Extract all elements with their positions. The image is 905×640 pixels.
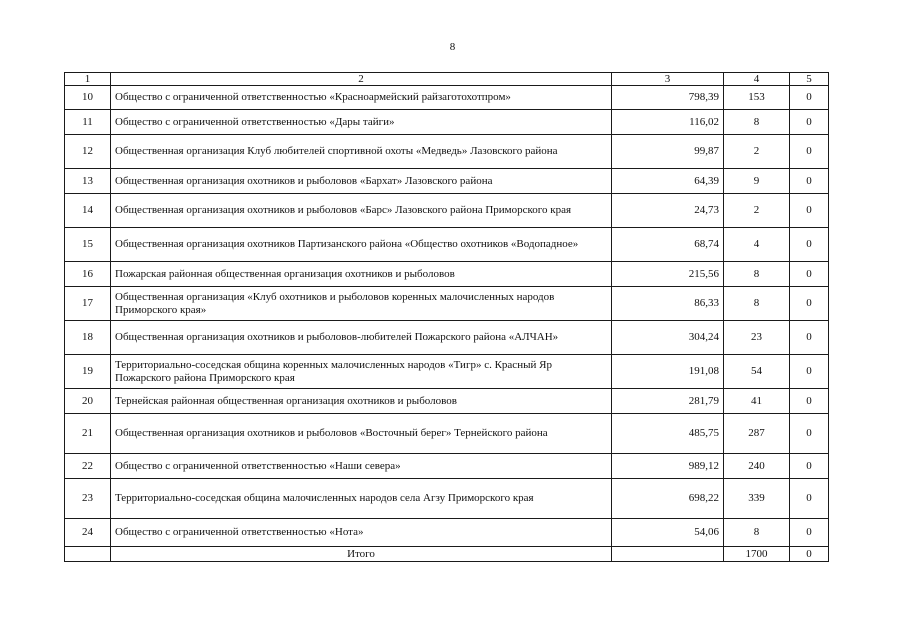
- table-row: [65, 414, 829, 454]
- count-value: 2: [724, 135, 790, 169]
- column-5-value: 0: [790, 389, 829, 414]
- area-value: 304,24: [612, 321, 724, 355]
- column-5-value: 0: [790, 321, 829, 355]
- column-5-value: 0: [790, 86, 829, 110]
- column-number-5: 5: [790, 73, 829, 86]
- table-row: [65, 86, 829, 110]
- row-number: 22: [65, 454, 111, 479]
- row-number: 16: [65, 262, 111, 287]
- row-number: 15: [65, 228, 111, 262]
- row-number: 19: [65, 355, 111, 389]
- total-column-5: 0: [790, 547, 829, 562]
- row-number: 20: [65, 389, 111, 414]
- organization-name: Общественная организация охотников и рыболовов «Барс» Лазовского района Приморского края: [111, 194, 612, 228]
- table-row: [65, 194, 829, 228]
- organization-name: Территориально-соседская община малочисленных народов села Агзу Приморского края: [111, 479, 612, 519]
- table-row: [65, 287, 829, 321]
- table-row: [65, 262, 829, 287]
- area-value: 798,39: [612, 86, 724, 110]
- table-row: [65, 479, 829, 519]
- area-value: 68,74: [612, 228, 724, 262]
- total-empty-cell: [65, 547, 111, 562]
- count-value: 8: [724, 110, 790, 135]
- row-number: 23: [65, 479, 111, 519]
- column-5-value: 0: [790, 519, 829, 547]
- count-value: 287: [724, 414, 790, 454]
- count-value: 23: [724, 321, 790, 355]
- area-value: 989,12: [612, 454, 724, 479]
- row-number: 13: [65, 169, 111, 194]
- organization-name: Общество с ограниченной ответственностью «Красноармейский райзаготохотпром»: [111, 86, 612, 110]
- area-value: 191,08: [612, 355, 724, 389]
- row-number: 14: [65, 194, 111, 228]
- organization-name: Общественная организация охотников и рыболовов «Бархат» Лазовского района: [111, 169, 612, 194]
- row-number: 21: [65, 414, 111, 454]
- table-row: [65, 454, 829, 479]
- area-value: 86,33: [612, 287, 724, 321]
- table-row: [65, 169, 829, 194]
- column-5-value: 0: [790, 135, 829, 169]
- column-number-3: 3: [612, 73, 724, 86]
- area-value: 99,87: [612, 135, 724, 169]
- total-label: Итого: [111, 547, 612, 562]
- row-number: 24: [65, 519, 111, 547]
- organization-name: Общественная организация охотников Партизанского района «Общество охотников «Водопадное»: [111, 228, 612, 262]
- count-value: 8: [724, 287, 790, 321]
- organization-name: Общество с ограниченной ответственностью «Дары тайги»: [111, 110, 612, 135]
- count-value: 153: [724, 86, 790, 110]
- area-value: 485,75: [612, 414, 724, 454]
- organization-name: Тернейская районная общественная организация охотников и рыболовов: [111, 389, 612, 414]
- organization-name: Общество с ограниченной ответственностью «Наши севера»: [111, 454, 612, 479]
- column-5-value: 0: [790, 262, 829, 287]
- row-number: 17: [65, 287, 111, 321]
- area-value: 116,02: [612, 110, 724, 135]
- count-value: 41: [724, 389, 790, 414]
- column-5-value: 0: [790, 454, 829, 479]
- organization-name: Пожарская районная общественная организация охотников и рыболовов: [111, 262, 612, 287]
- column-5-value: 0: [790, 194, 829, 228]
- page-number: 8: [449, 41, 456, 53]
- count-value: 339: [724, 479, 790, 519]
- row-number: 18: [65, 321, 111, 355]
- column-5-value: 0: [790, 355, 829, 389]
- count-value: 9: [724, 169, 790, 194]
- count-value: 240: [724, 454, 790, 479]
- table-row: [65, 321, 829, 355]
- row-number: 11: [65, 110, 111, 135]
- count-value: 8: [724, 519, 790, 547]
- total-row: [65, 547, 829, 562]
- area-value: 698,22: [612, 479, 724, 519]
- count-value: 8: [724, 262, 790, 287]
- area-value: 281,79: [612, 389, 724, 414]
- table-row: [65, 389, 829, 414]
- table-row: [65, 355, 829, 389]
- total-count: 1700: [724, 547, 790, 562]
- count-value: 4: [724, 228, 790, 262]
- column-5-value: 0: [790, 110, 829, 135]
- organization-name: Общественная организация охотников и рыболовов «Восточный берег» Тернейского района: [111, 414, 612, 454]
- area-value: 24,73: [612, 194, 724, 228]
- organization-name: Общественная организация Клуб любителей спортивной охоты «Медведь» Лазовского района: [111, 135, 612, 169]
- column-5-value: 0: [790, 169, 829, 194]
- column-number-2: 2: [111, 73, 612, 86]
- count-value: 54: [724, 355, 790, 389]
- organization-name: Общественная организация «Клуб охотников и рыболовов коренных малочисленных народов Приморского края»: [111, 287, 612, 321]
- total-empty-cell: [612, 547, 724, 562]
- column-number-4: 4: [724, 73, 790, 86]
- area-value: 215,56: [612, 262, 724, 287]
- table-row: [65, 135, 829, 169]
- table-row: [65, 110, 829, 135]
- column-5-value: 0: [790, 414, 829, 454]
- column-number-header-row: [65, 73, 829, 86]
- organization-name: Территориально-соседская община коренных малочисленных народов «Тигр» с. Красный Яр Пожарского района Приморского края: [111, 355, 612, 389]
- area-value: 54,06: [612, 519, 724, 547]
- organizations-table: [64, 72, 829, 562]
- organization-name: Общественная организация охотников и рыболовов-любителей Пожарского района «АЛЧАН»: [111, 321, 612, 355]
- column-5-value: 0: [790, 287, 829, 321]
- table-row: [65, 519, 829, 547]
- count-value: 2: [724, 194, 790, 228]
- organization-name: Общество с ограниченной ответственностью «Нота»: [111, 519, 612, 547]
- column-5-value: 0: [790, 228, 829, 262]
- column-5-value: 0: [790, 479, 829, 519]
- area-value: 64,39: [612, 169, 724, 194]
- table-row: [65, 228, 829, 262]
- column-number-1: 1: [65, 73, 111, 86]
- row-number: 12: [65, 135, 111, 169]
- row-number: 10: [65, 86, 111, 110]
